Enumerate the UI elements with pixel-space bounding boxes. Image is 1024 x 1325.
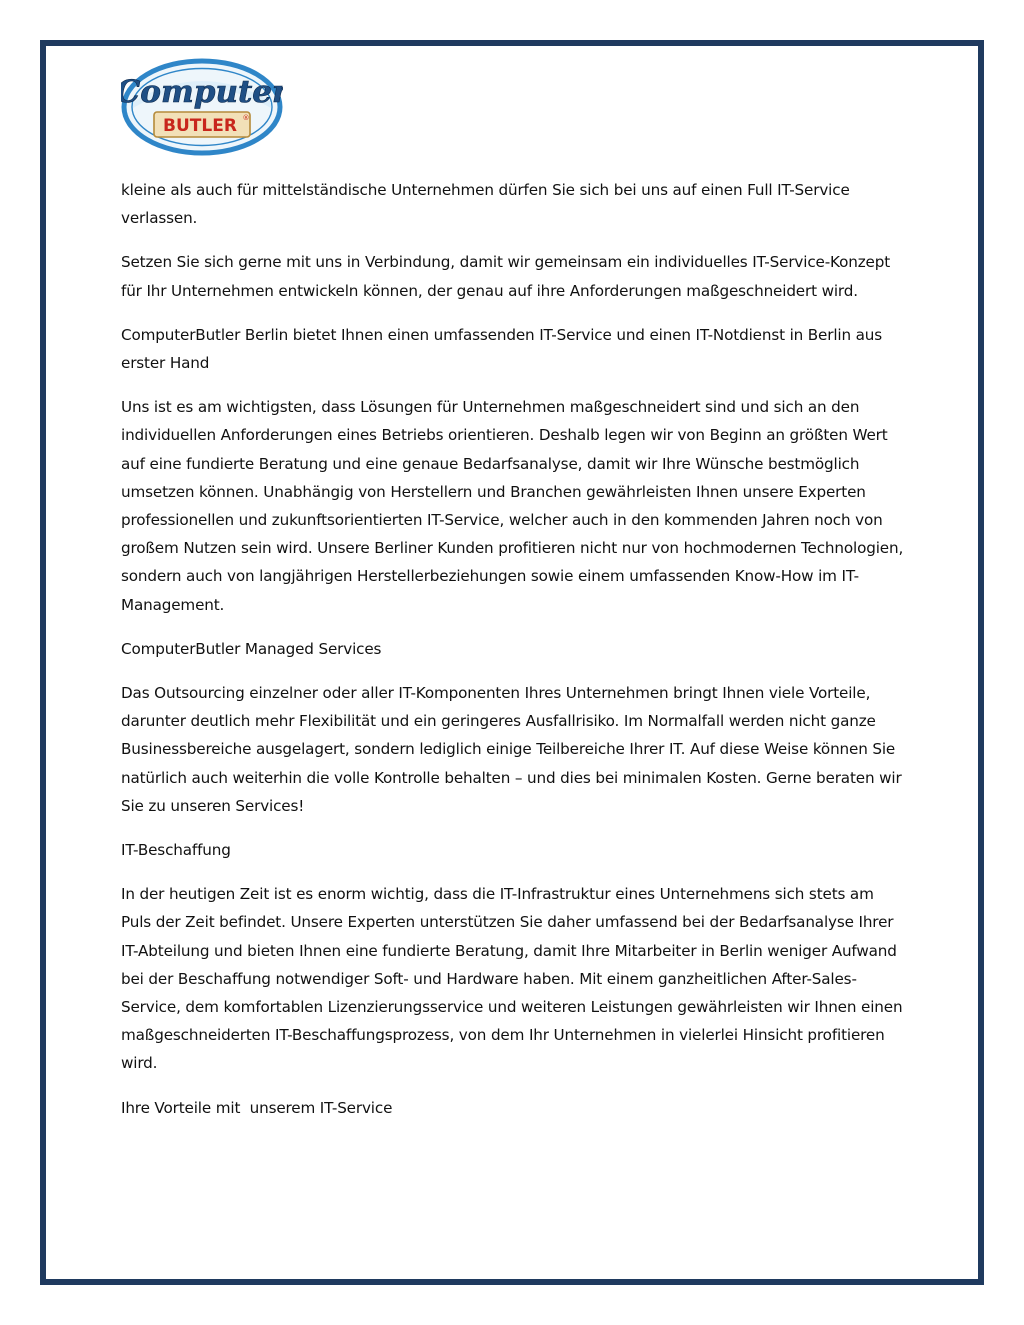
paragraph-berlin-it-service: ComputerButler Berlin bietet Ihnen einen umfassenden IT-Service und einen IT-Notdienst in Berlin aus erster Hand [121, 325, 883, 373]
paragraph-tailored-solutions: Uns ist es am wichtigsten, dass Lösungen für Unternehmen maßgeschneidert sind und sich an den individuellen Anforderungen eines Betriebs orientieren. Deshalb legen wir von Beginn an größten Wert auf eine fundierte Beratung und eine genaue Bedarfsanalyse, damit wir Ihre Wünsche bestmöglich umsetzen können. Unabhängig von Herstellern und Branchen gewährleisten Ihnen unsere Experten professionellen und zukunftsorientierten IT-Service, welcher auch in den kommenden Jahren noch von großem Nutzen sein wird. Unsere Berliner Kunden profitieren nicht nur von hochmodernen Technologien, sondern auch von langjährigen Herstellerbeziehungen sowie einem umfassenden Know-How im IT-Management. [121, 398, 904, 614]
computerbutler-logo [121, 58, 283, 156]
logo-wordmark: BUTLER [163, 116, 237, 136]
document-body [121, 176, 905, 1138]
heading-managed-services: ComputerButler Managed Services [121, 639, 382, 658]
paragraph-it-procurement: In der heutigen Zeit ist es enorm wichtig, dass die IT-Infrastruktur eines Unternehmens sich stets am Puls der Zeit befindet. Unsere Experten unterstützen Sie daher umfassend bei der Bedarfsanalyse Ihrer IT-Abteilung und bieten Ihnen eine fundierte Beratung, damit Ihre Mitarbeiter in Berlin weniger Aufwand bei der Beschaffung notwendiger Soft- und Hardware haben. Mit einem ganzheitlichen After-Sales-Service, dem komfortablen Lizenzierungsservice und weiteren Leistungen gewährleisten wir Ihnen einen maßgeschneiderten IT-Beschaffungsprozess, von dem Ihr Unternehmen in vielerlei Hinsicht profitieren wird. [121, 885, 903, 1073]
heading-advantages: Ihre Vorteile mit unserem IT-Service [121, 1098, 393, 1117]
logo-registered-mark: ® [242, 114, 250, 122]
heading-it-beschaffung: IT-Beschaffung [121, 841, 231, 860]
logo-graphic [121, 58, 283, 156]
paragraph-outsourcing: Das Outsourcing einzelner oder aller IT-Komponenten Ihres Unternehmen bringt Ihnen viele Vorteile, darunter deutlich mehr Flexibilität und ein geringeres Ausfallrisiko. Im Normalfall werden nicht ganze Businessbereiche ausgelagert, sondern lediglich einige Teilbereiche Ihrer IT. Auf diese Weise können Sie natürlich auch weiterhin die volle Kontrolle behalten – und dies bei minimalen Kosten. Gerne beraten wir Sie zu unseren Services! [121, 684, 902, 815]
logo-script-text: Computer [121, 74, 283, 110]
paragraph-contact-invitation: Setzen Sie sich gerne mit uns in Verbindung, damit wir gemeinsam ein individuelles IT-Service-Konzept für Ihr Unternehmen entwickeln können, der genau auf ihre Anforderungen maßgeschneidert wird. [121, 253, 891, 300]
paragraph-full-it-service: kleine als auch für mittelständische Unternehmen dürfen Sie sich bei uns auf einen Full IT-Service verlassen. [121, 181, 850, 228]
